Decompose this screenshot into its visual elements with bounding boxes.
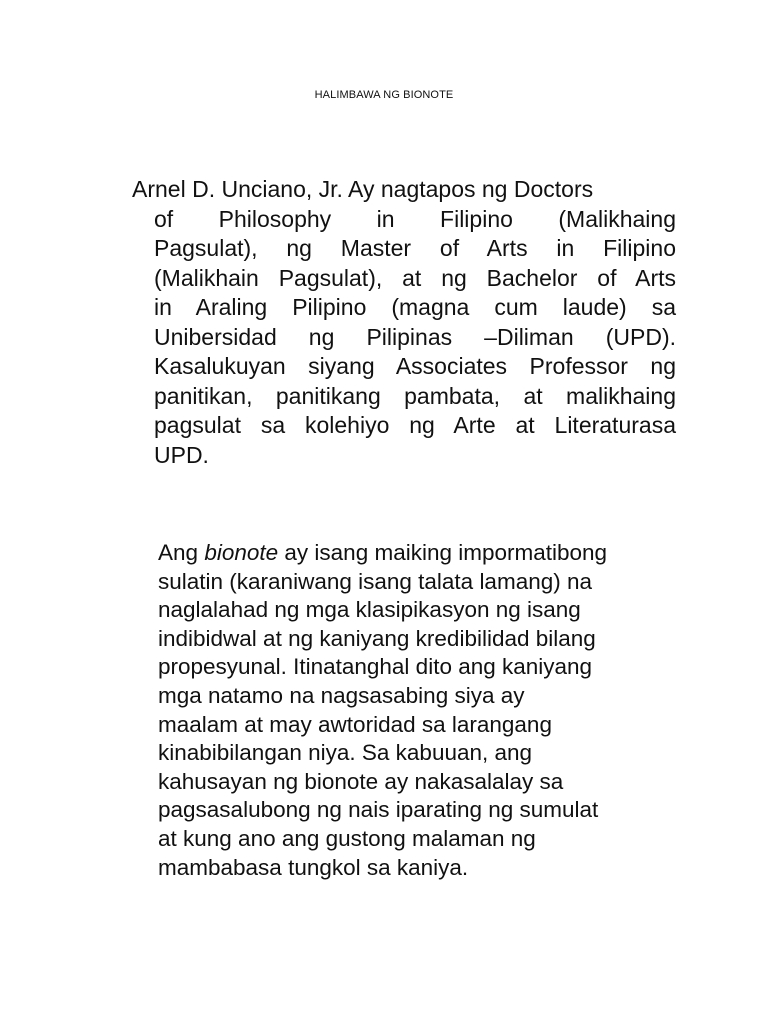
bionote-line: of Philosophy in Filipino (Malikhaing [154,205,676,232]
definition-term: bionote [204,540,279,565]
page-heading: HALIMBAWA NG BIONOTE [314,89,454,101]
bionote-line: Unibersidad ng Pilipinas –Diliman (UPD). [154,323,676,350]
definition-first-word: Ang [158,540,199,565]
bionote-line: Pagsulat), ng Master of Arts in Filipino [154,235,676,261]
definition-line: kahusayan ng bionote ay nakasalalay sa [158,768,564,794]
definition-paragraph [158,539,678,882]
bionote-line: Arnel D. Unciano, Jr. Ay nagtapos ng Doctors [132,176,594,202]
definition-line: mambabasa tungkol sa kaniya. [158,854,469,880]
bionote-line: Kasalukuyan siyang Associates Professor ng [154,353,676,379]
definition-first-line-rest: ay isang maiking impormatibong [284,540,608,565]
definition-line: mga natamo na nagsasabing siya ay [158,682,525,708]
bionote-paragraph [132,175,676,470]
definition-line: propesyunal. Itinatanghal dito ang kaniyang [158,654,593,680]
bionote-line: in Araling Pilipino (magna cum laude) sa [154,294,676,320]
definition-line: sulatin (karaniwang isang talata lamang) na [158,568,593,594]
definition-line: at kung ano ang gustong malaman ng [158,825,536,851]
definition-line: indibidwal at ng kaniyang kredibilidad bilang [158,625,596,651]
bionote-line: panitikan, panitikang pambata, at malikhaing [154,382,676,409]
definition-line: kinabibilangan niya. Sa kabuuan, ang [158,740,533,766]
bionote-line: (Malikhain Pagsulat), at ng Bachelor of Arts [154,264,676,291]
definition-line: maalam at may awtoridad sa larangang [158,711,552,737]
definition-line: naglalahad ng mga klasipikasyon ng isang [158,597,581,623]
bionote-line: UPD. [154,441,209,468]
bionote-line: pagsulat sa kolehiyo ng Arte at Literaturasa [154,412,676,438]
definition-first-line [158,539,678,568]
definition-line: pagsasalubong ng nais iparating ng sumulat [158,797,599,823]
